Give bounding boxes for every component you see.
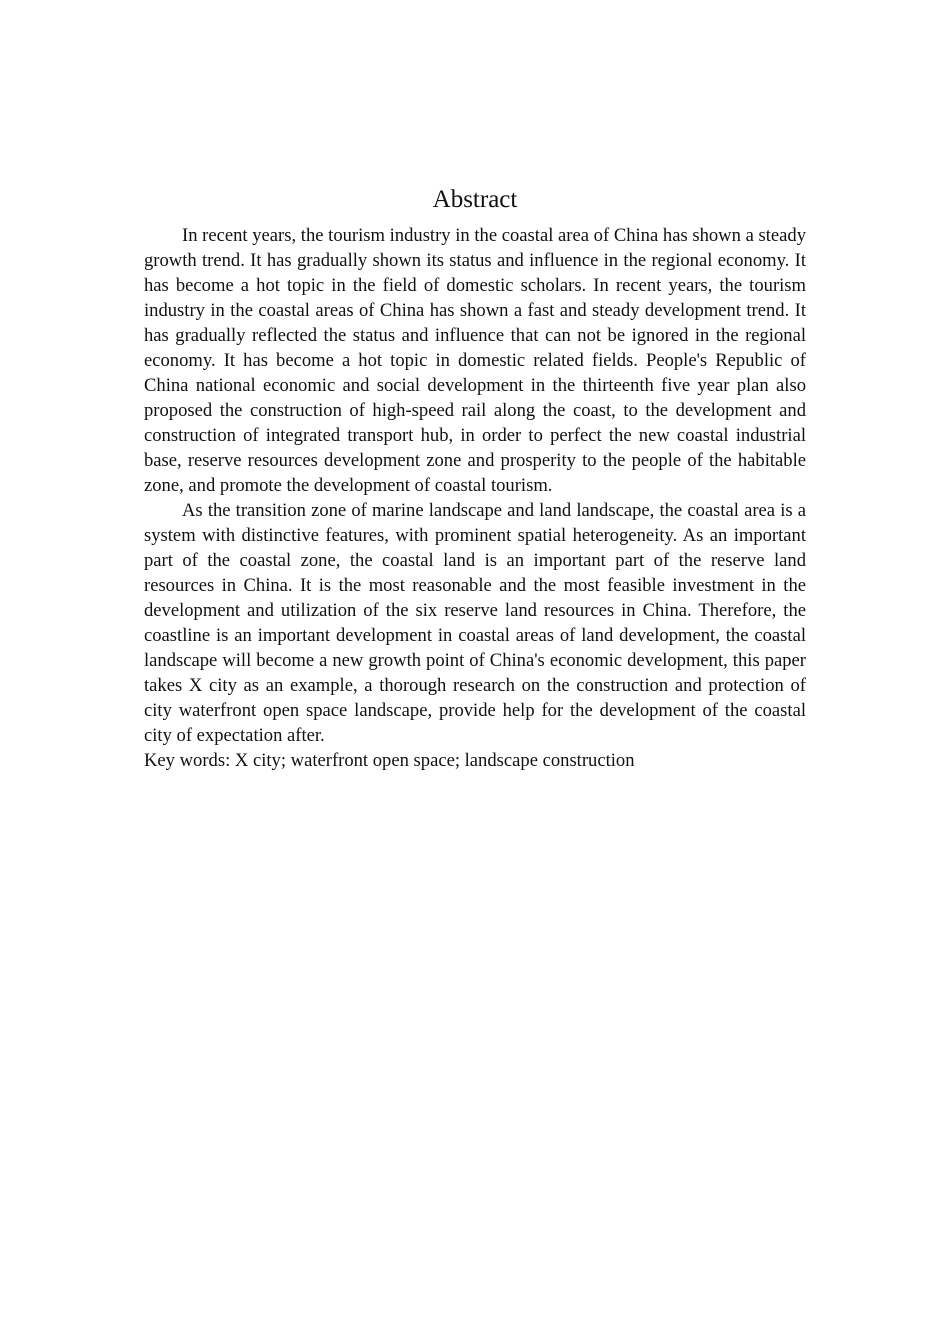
abstract-section bbox=[144, 183, 806, 773]
abstract-title: Abstract bbox=[432, 186, 518, 213]
abstract-paragraph-2: As the transition zone of marine landscape and land landscape, the coastal area is a system with distinctive features, with prominent spatial heterogeneity. As an important part of the coastal zone, the coastal land is an important part of the reserve land resources in China. It is the most reasonable and the most feasible investment in the development and utilization of the six reserve land resources in China. Therefore, the coastline is an important development in coastal areas of land development, the coastal landscape will become a new growth point of China's economic development, this paper takes X city as an example, a thorough research on the construction and protection of city waterfront open space landscape, provide help for the development of the coastal city of expectation after. bbox=[144, 500, 806, 746]
abstract-paragraph-1: In recent years, the tourism industry in the coastal area of China has shown a steady growth trend. It has gradually shown its status and influence in the regional economy. It has become a hot topic in the field of domestic scholars. In recent years, the tourism industry in the coastal areas of China has shown a fast and steady development trend. It has gradually reflected the status and influence that can not be ignored in the regional economy. It has become a hot topic in domestic related fields. People's Republic of China national economic and social development in the thirteenth five year plan also proposed the construction of high-speed rail along the coast, to the development and construction of integrated transport hub, in order to perfect the new coastal industrial base, reserve resources development zone and prosperity to the people of the habitable zone, and promote the development of coastal tourism. bbox=[144, 225, 806, 496]
keywords-line: Key words: X city; waterfront open space; landscape construction bbox=[144, 750, 635, 771]
